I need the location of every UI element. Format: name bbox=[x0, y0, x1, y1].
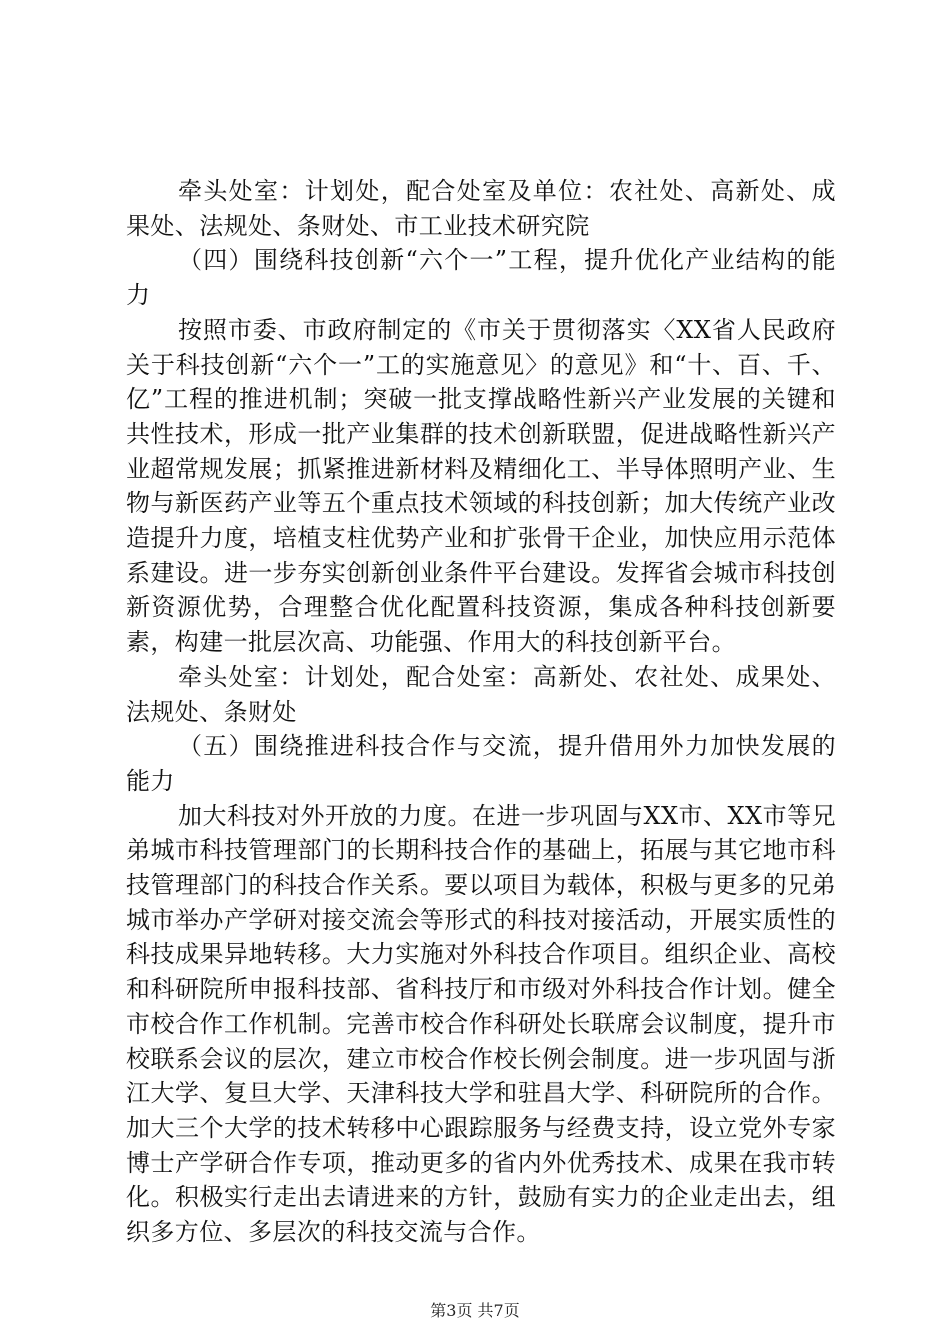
paragraph-lead-office-2: 牵头处室：计划处，配合处室：高新处、农社处、成果处、法规处、条财处 bbox=[126, 662, 836, 726]
document-body bbox=[126, 174, 836, 1250]
page-footer: 第3页 共7页 bbox=[430, 1301, 520, 1320]
section-heading-5: （五）围绕推进科技合作与交流，提升借用外力加快发展的能力 bbox=[126, 732, 836, 795]
section-heading-4: （四）围绕科技创新“六个一”工程，提升优化产业结构的能力 bbox=[126, 246, 836, 310]
paragraph-lead-office-1: 牵头处室：计划处，配合处室及单位：农社处、高新处、成果处、法规处、条财处、市工业技术研究院 bbox=[126, 177, 836, 240]
paragraph-section-4-body: 按照市委、市政府制定的《市关于贯彻落实〈XX省人民政府关于科技创新“六个一”工的实施意见〉的意见》和“十、百、千、亿”工程的推进机制；突破一批支撑战略性新兴产业发展的关键和共性技术，形成一批产业集群的技术创新联盟，促进战略性新兴产业超常规发展；抓紧推进新材料及精细化工、半导体照明产业、生物与新医药产业等五个重点技术领域的科技创新；加大传统产业改造提升力度，培植支柱优势产业和扩张骨干企业，加快应用示范体系建设。进一步夯实创新创业条件平台建设。发挥省会城市科技创新资源优势，合理整合优化配置科技资源，集成各种科技创新要素，构建一批层次高、功能强、作用大的科技创新平台。 bbox=[126, 315, 836, 657]
paragraph-section-5-body: 加大科技对外开放的力度。在进一步巩固与XX市、XX市等兄弟城市科技管理部门的长期科技合作的基础上，拓展与其它地市科技管理部门的科技合作关系。要以项目为载体，积极与更多的兄弟城市举办产学研对接交流会等形式的科技对接活动，开展实质性的科技成果异地转移。大力实施对外科技合作项目。组织企业、高校和科研院所申报科技部、省科技厅和市级对外科技合作计划。健全市校合作工作机制。完善市校合作科研处长联席会议制度，提升市校联系会议的层次，建立市校合作校长例会制度。进一步巩固与浙江大学、复旦大学、天津科技大学和驻昌大学、科研院所的合作。加大三个大学的技术转移中心跟踪服务与经费支持，设立党外专家博士产学研合作专项，推动更多的省内外优秀技术、成果在我市转化。积极实行走出去请进来的方针，鼓励有实力的企业走出去，组织多方位、多层次的科技交流与合作。 bbox=[126, 801, 836, 1247]
